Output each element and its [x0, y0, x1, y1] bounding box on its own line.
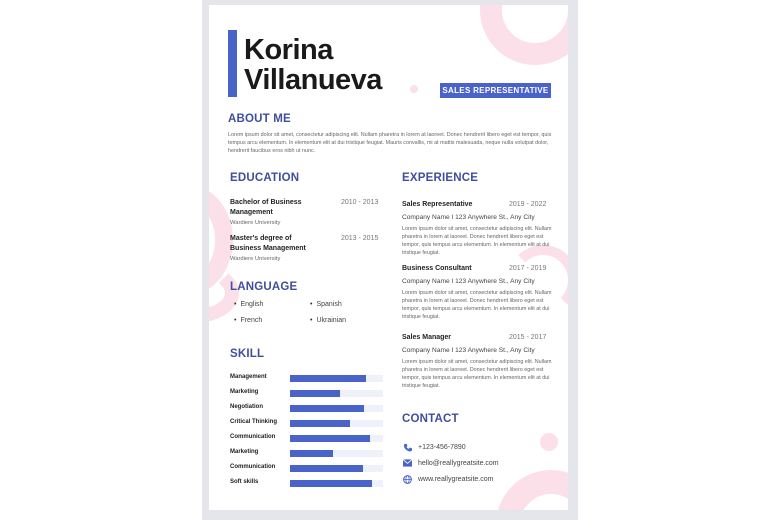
about-line: tempus arcu elementum. In elementum elit at dui tristique feugiat. Mauris convallis, mi at mattis malesuada, neque nulla volutpat dolor,: [228, 140, 549, 146]
description-line: tristique feugiat.: [402, 383, 441, 389]
skill-bar-track: [290, 465, 383, 472]
first-name: Korina: [244, 34, 333, 66]
language-item: • French: [234, 317, 262, 324]
skill-bar-fill: [290, 390, 340, 397]
mail-icon: [402, 458, 412, 468]
contact-email: [402, 457, 499, 469]
description-line: tristique feugiat.: [402, 314, 441, 320]
skill-label: Critical Thinking: [230, 419, 278, 425]
skill-bar-fill: [290, 420, 350, 427]
experience-company: Company Name I 123 Anywhere St., Any City: [402, 278, 535, 285]
skill-bar-fill: [290, 435, 370, 442]
experience-years: 2015 - 2017: [509, 334, 547, 341]
about-line: Lorem ipsum dolor sit amet, consectetur adipiscing elit. Nullam pharetra in lorem at laoreet. Donec hendrerit libero eget est tempor, quis: [228, 132, 552, 138]
experience-description: [402, 289, 557, 321]
last-name: Villanueva: [244, 64, 382, 96]
skill-bar-fill: [290, 480, 372, 487]
description-line: Lorem ipsum dolor sit amet, consectetur adipiscing elit. Nullam: [402, 359, 552, 365]
education-heading: EDUCATION: [230, 172, 300, 184]
degree-line: Bachelor of Business: [230, 199, 302, 206]
email-address[interactable]: hello@reallygreatsite.com: [418, 459, 499, 467]
phone-icon: [402, 442, 412, 452]
description-line: Lorem ipsum dolor sit amet, consectetur adipiscing elit. Nullam: [402, 226, 552, 232]
skill-bar-fill: [290, 450, 333, 457]
education-years: 2013 - 2015: [341, 235, 379, 242]
experience-heading: EXPERIENCE: [402, 172, 479, 184]
description-line: pharetra in lorem at laoreet. Donec hendrerit libero eget est: [402, 234, 544, 240]
experience-role: Business Consultant: [402, 265, 472, 272]
education-years: 2010 - 2013: [341, 199, 379, 206]
decor-ring-bottom-right: [496, 470, 568, 510]
description-line: tempor, quis tempus arcu elementum. In elementum elit at dui: [402, 375, 550, 381]
skill-bar-track: [290, 450, 383, 457]
skill-label: Marketing: [230, 389, 259, 395]
language-item: • Spanish: [310, 301, 342, 308]
skill-bar-track: [290, 405, 383, 412]
education-degree: [230, 234, 306, 254]
contact-heading: CONTACT: [402, 413, 459, 425]
education-school: Wardiere University: [230, 256, 281, 262]
skill-heading: SKILL: [230, 348, 265, 360]
decor-ring-top: [480, 5, 568, 65]
experience-description: [402, 225, 557, 257]
experience-company: Company Name I 123 Anywhere St., Any City: [402, 214, 535, 221]
about-line: hendrerit faucibus eros nibh ut nunc.: [228, 148, 316, 154]
skill-label: Negotiation: [230, 404, 263, 410]
document-background: [202, 0, 578, 520]
about-heading: ABOUT ME: [228, 113, 291, 125]
skill-bar-track: [290, 480, 383, 487]
decor-dot-name: [410, 85, 418, 93]
skill-label: Management: [230, 374, 267, 380]
experience-years: 2017 - 2019: [509, 265, 547, 272]
description-line: tempor, quis tempus arcu elementum. In elementum elit at dui: [402, 242, 550, 248]
contact-phone: [402, 441, 466, 453]
skill-bar-fill: [290, 375, 366, 382]
language-item: • Ukrainian: [310, 317, 346, 324]
skill-label: Communication: [230, 464, 276, 470]
experience-years: 2019 - 2022: [509, 201, 547, 208]
skill-label: Soft skills: [230, 479, 259, 485]
education-school: Wardiere University: [230, 220, 281, 226]
globe-icon: [402, 474, 412, 484]
decor-ring-left-lower: [209, 263, 239, 323]
name-accent-bar: [228, 30, 237, 97]
experience-company: Company Name I 123 Anywhere St., Any City: [402, 347, 535, 354]
job-title-badge: SALES REPRESENTATIVE: [440, 83, 551, 98]
description-line: tristique feugiat.: [402, 250, 441, 256]
language-item: • English: [234, 301, 263, 308]
degree-line: Business Management: [230, 245, 306, 252]
contact-website: [402, 473, 493, 485]
phone-number: +123-456-7890: [418, 443, 466, 451]
experience-description: [402, 358, 557, 390]
skill-bar-fill: [290, 465, 363, 472]
description-line: Lorem ipsum dolor sit amet, consectetur adipiscing elit. Nullam: [402, 290, 552, 296]
language-heading: LANGUAGE: [230, 281, 298, 293]
experience-role: Sales Representative: [402, 201, 473, 208]
description-line: pharetra in lorem at laoreet. Donec hendrerit libero eget est: [402, 367, 544, 373]
education-degree: [230, 198, 302, 218]
skill-bar-track: [290, 435, 383, 442]
degree-line: Management: [230, 209, 273, 216]
candidate-name: [244, 35, 382, 95]
about-text: [228, 131, 553, 155]
skill-bar-fill: [290, 405, 364, 412]
experience-role: Sales Manager: [402, 334, 452, 341]
description-line: tempor, quis tempus arcu elementum. In elementum elit at dui: [402, 306, 550, 312]
skill-bar-track: [290, 420, 383, 427]
skill-bar-track: [290, 375, 383, 382]
skill-label: Communication: [230, 434, 276, 440]
resume-sheet: [209, 5, 568, 510]
description-line: pharetra in lorem at laoreet. Donec hendrerit libero eget est: [402, 298, 544, 304]
decor-dot-bottom-right: [540, 433, 558, 451]
skill-bar-track: [290, 390, 383, 397]
skill-label: Marketing: [230, 449, 259, 455]
degree-line: Master's degree of: [230, 235, 292, 242]
website-url[interactable]: www.reallygreatsite.com: [418, 475, 494, 483]
